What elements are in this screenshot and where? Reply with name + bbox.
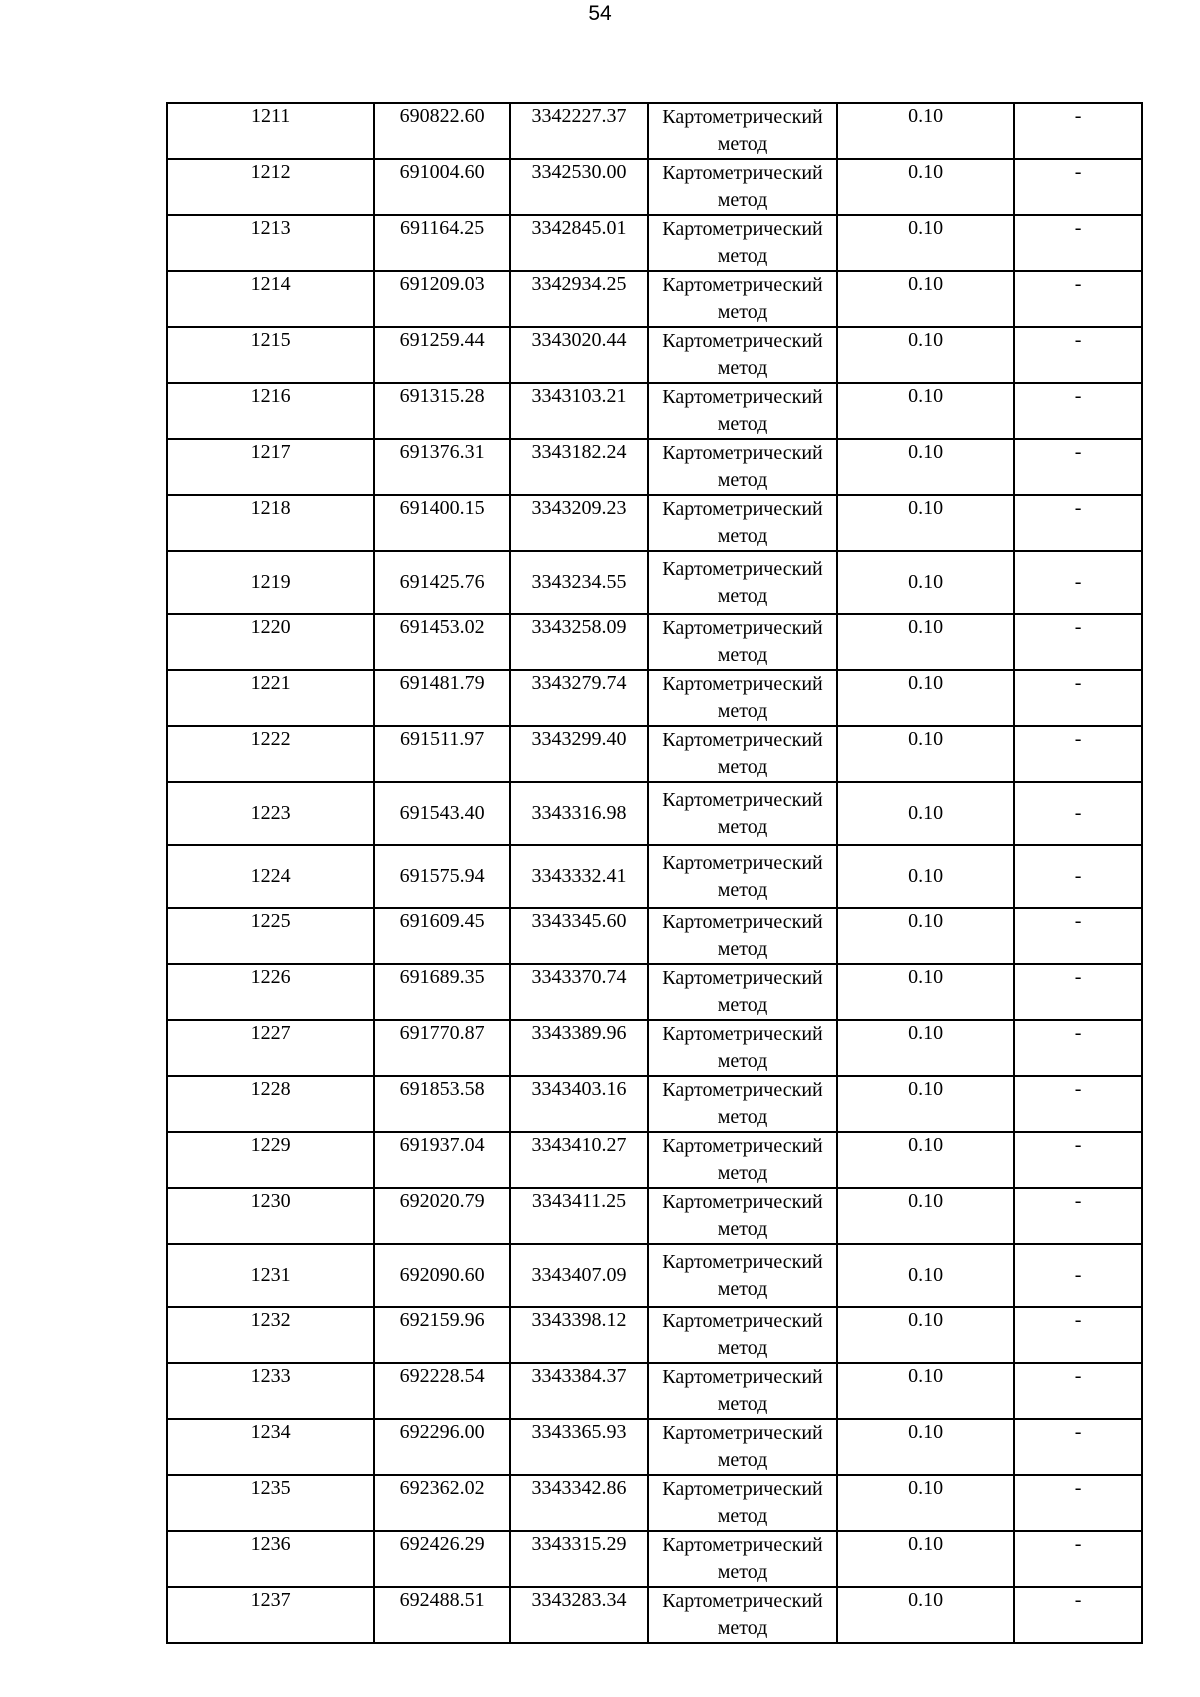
x-coordinate-cell: 691164.25	[374, 215, 510, 271]
point-cell: 1234	[167, 1419, 374, 1475]
precision-cell: 0.10	[837, 271, 1014, 327]
y-coordinate-cell: 3342530.00	[510, 159, 648, 215]
note-cell: -	[1014, 782, 1142, 845]
x-coordinate-cell: 692020.79	[374, 1188, 510, 1244]
table-row	[167, 1419, 1142, 1475]
method-cell: Картометрический метод	[648, 964, 837, 1020]
x-coordinate-cell: 691259.44	[374, 327, 510, 383]
precision-cell: 0.10	[837, 1188, 1014, 1244]
method-cell: Картометрический метод	[648, 1188, 837, 1244]
method-cell: Картометрический метод	[648, 845, 837, 908]
point-cell: 1221	[167, 670, 374, 726]
method-cell: Картометрический метод	[648, 1363, 837, 1419]
point-cell: 1225	[167, 908, 374, 964]
x-coordinate-cell: 692362.02	[374, 1475, 510, 1531]
coordinates-table	[166, 102, 1143, 1644]
precision-cell: 0.10	[837, 439, 1014, 495]
precision-cell: 0.10	[837, 670, 1014, 726]
x-coordinate-cell: 691400.15	[374, 495, 510, 551]
y-coordinate-cell: 3343182.24	[510, 439, 648, 495]
point-cell: 1231	[167, 1244, 374, 1307]
point-cell: 1227	[167, 1020, 374, 1076]
note-cell: -	[1014, 614, 1142, 670]
x-coordinate-cell: 691575.94	[374, 845, 510, 908]
note-cell: -	[1014, 327, 1142, 383]
y-coordinate-cell: 3343410.27	[510, 1132, 648, 1188]
table-row	[167, 1076, 1142, 1132]
y-coordinate-cell: 3342934.25	[510, 271, 648, 327]
x-coordinate-cell: 691609.45	[374, 908, 510, 964]
method-cell: Картометрический метод	[648, 726, 837, 782]
x-coordinate-cell: 691481.79	[374, 670, 510, 726]
table-row	[167, 964, 1142, 1020]
y-coordinate-cell: 3343365.93	[510, 1419, 648, 1475]
point-cell: 1219	[167, 551, 374, 614]
x-coordinate-cell: 690822.60	[374, 103, 510, 159]
y-coordinate-cell: 3342227.37	[510, 103, 648, 159]
x-coordinate-cell: 691511.97	[374, 726, 510, 782]
x-coordinate-cell: 691853.58	[374, 1076, 510, 1132]
precision-cell: 0.10	[837, 1587, 1014, 1643]
y-coordinate-cell: 3343258.09	[510, 614, 648, 670]
point-cell: 1218	[167, 495, 374, 551]
note-cell: -	[1014, 159, 1142, 215]
y-coordinate-cell: 3343103.21	[510, 383, 648, 439]
method-cell: Картометрический метод	[648, 782, 837, 845]
method-cell: Картометрический метод	[648, 439, 837, 495]
precision-cell: 0.10	[837, 1307, 1014, 1363]
table-row	[167, 1475, 1142, 1531]
precision-cell: 0.10	[837, 327, 1014, 383]
y-coordinate-cell: 3343234.55	[510, 551, 648, 614]
note-cell: -	[1014, 1363, 1142, 1419]
method-cell: Картометрический метод	[648, 1132, 837, 1188]
note-cell: -	[1014, 845, 1142, 908]
x-coordinate-cell: 691937.04	[374, 1132, 510, 1188]
precision-cell: 0.10	[837, 964, 1014, 1020]
x-coordinate-cell: 691209.03	[374, 271, 510, 327]
note-cell: -	[1014, 1531, 1142, 1587]
y-coordinate-cell: 3343403.16	[510, 1076, 648, 1132]
table-row	[167, 271, 1142, 327]
point-cell: 1212	[167, 159, 374, 215]
precision-cell: 0.10	[837, 1419, 1014, 1475]
method-cell: Картометрический метод	[648, 1076, 837, 1132]
method-cell: Картометрический метод	[648, 1307, 837, 1363]
method-cell: Картометрический метод	[648, 1475, 837, 1531]
note-cell: -	[1014, 1307, 1142, 1363]
table-row	[167, 439, 1142, 495]
note-cell: -	[1014, 1244, 1142, 1307]
precision-cell: 0.10	[837, 103, 1014, 159]
point-cell: 1233	[167, 1363, 374, 1419]
note-cell: -	[1014, 103, 1142, 159]
note-cell: -	[1014, 670, 1142, 726]
method-cell: Картометрический метод	[648, 1244, 837, 1307]
table-row	[167, 670, 1142, 726]
precision-cell: 0.10	[837, 215, 1014, 271]
point-cell: 1235	[167, 1475, 374, 1531]
point-cell: 1223	[167, 782, 374, 845]
precision-cell: 0.10	[837, 908, 1014, 964]
x-coordinate-cell: 691315.28	[374, 383, 510, 439]
y-coordinate-cell: 3343370.74	[510, 964, 648, 1020]
table-row	[167, 1307, 1142, 1363]
table-row	[167, 215, 1142, 271]
point-cell: 1216	[167, 383, 374, 439]
x-coordinate-cell: 692159.96	[374, 1307, 510, 1363]
x-coordinate-cell: 691543.40	[374, 782, 510, 845]
point-cell: 1213	[167, 215, 374, 271]
table-row	[167, 1132, 1142, 1188]
note-cell: -	[1014, 1475, 1142, 1531]
point-cell: 1226	[167, 964, 374, 1020]
table-row	[167, 1587, 1142, 1643]
method-cell: Картометрический метод	[648, 159, 837, 215]
y-coordinate-cell: 3343345.60	[510, 908, 648, 964]
y-coordinate-cell: 3342845.01	[510, 215, 648, 271]
method-cell: Картометрический метод	[648, 495, 837, 551]
precision-cell: 0.10	[837, 782, 1014, 845]
point-cell: 1217	[167, 439, 374, 495]
y-coordinate-cell: 3343020.44	[510, 327, 648, 383]
table-row	[167, 845, 1142, 908]
precision-cell: 0.10	[837, 383, 1014, 439]
precision-cell: 0.10	[837, 1475, 1014, 1531]
y-coordinate-cell: 3343407.09	[510, 1244, 648, 1307]
table-row	[167, 1363, 1142, 1419]
method-cell: Картометрический метод	[648, 614, 837, 670]
x-coordinate-cell: 692296.00	[374, 1419, 510, 1475]
note-cell: -	[1014, 726, 1142, 782]
method-cell: Картометрический метод	[648, 1419, 837, 1475]
y-coordinate-cell: 3343389.96	[510, 1020, 648, 1076]
note-cell: -	[1014, 1419, 1142, 1475]
precision-cell: 0.10	[837, 1076, 1014, 1132]
note-cell: -	[1014, 1020, 1142, 1076]
precision-cell: 0.10	[837, 1363, 1014, 1419]
method-cell: Картометрический метод	[648, 1531, 837, 1587]
table-row	[167, 495, 1142, 551]
x-coordinate-cell: 691689.35	[374, 964, 510, 1020]
method-cell: Картометрический метод	[648, 327, 837, 383]
point-cell: 1220	[167, 614, 374, 670]
method-cell: Картометрический метод	[648, 215, 837, 271]
precision-cell: 0.10	[837, 1132, 1014, 1188]
note-cell: -	[1014, 1132, 1142, 1188]
y-coordinate-cell: 3343342.86	[510, 1475, 648, 1531]
precision-cell: 0.10	[837, 159, 1014, 215]
precision-cell: 0.10	[837, 495, 1014, 551]
point-cell: 1211	[167, 103, 374, 159]
point-cell: 1236	[167, 1531, 374, 1587]
point-cell: 1232	[167, 1307, 374, 1363]
point-cell: 1215	[167, 327, 374, 383]
table-row	[167, 614, 1142, 670]
table-row	[167, 551, 1142, 614]
y-coordinate-cell: 3343299.40	[510, 726, 648, 782]
y-coordinate-cell: 3343398.12	[510, 1307, 648, 1363]
method-cell: Картометрический метод	[648, 271, 837, 327]
precision-cell: 0.10	[837, 1244, 1014, 1307]
x-coordinate-cell: 691453.02	[374, 614, 510, 670]
method-cell: Картометрический метод	[648, 1587, 837, 1643]
note-cell: -	[1014, 1587, 1142, 1643]
page-number: 54	[588, 2, 612, 25]
y-coordinate-cell: 3343411.25	[510, 1188, 648, 1244]
method-cell: Картометрический метод	[648, 1020, 837, 1076]
precision-cell: 0.10	[837, 551, 1014, 614]
precision-cell: 0.10	[837, 614, 1014, 670]
table-row	[167, 327, 1142, 383]
table-row	[167, 1188, 1142, 1244]
table-row	[167, 159, 1142, 215]
x-coordinate-cell: 692426.29	[374, 1531, 510, 1587]
x-coordinate-cell: 691004.60	[374, 159, 510, 215]
point-cell: 1237	[167, 1587, 374, 1643]
x-coordinate-cell: 691770.87	[374, 1020, 510, 1076]
point-cell: 1228	[167, 1076, 374, 1132]
point-cell: 1224	[167, 845, 374, 908]
note-cell: -	[1014, 439, 1142, 495]
table-row	[167, 383, 1142, 439]
point-cell: 1229	[167, 1132, 374, 1188]
table-row	[167, 1020, 1142, 1076]
note-cell: -	[1014, 495, 1142, 551]
method-cell: Картометрический метод	[648, 908, 837, 964]
point-cell: 1222	[167, 726, 374, 782]
note-cell: -	[1014, 908, 1142, 964]
table-row	[167, 1531, 1142, 1587]
table-row	[167, 908, 1142, 964]
y-coordinate-cell: 3343283.34	[510, 1587, 648, 1643]
y-coordinate-cell: 3343209.23	[510, 495, 648, 551]
y-coordinate-cell: 3343279.74	[510, 670, 648, 726]
y-coordinate-cell: 3343316.98	[510, 782, 648, 845]
x-coordinate-cell: 692090.60	[374, 1244, 510, 1307]
x-coordinate-cell: 692228.54	[374, 1363, 510, 1419]
precision-cell: 0.10	[837, 845, 1014, 908]
point-cell: 1214	[167, 271, 374, 327]
note-cell: -	[1014, 271, 1142, 327]
method-cell: Картометрический метод	[648, 670, 837, 726]
coordinates-table-body	[167, 103, 1142, 1643]
precision-cell: 0.10	[837, 1531, 1014, 1587]
precision-cell: 0.10	[837, 726, 1014, 782]
y-coordinate-cell: 3343332.41	[510, 845, 648, 908]
method-cell: Картометрический метод	[648, 103, 837, 159]
table-row	[167, 103, 1142, 159]
note-cell: -	[1014, 215, 1142, 271]
x-coordinate-cell: 691376.31	[374, 439, 510, 495]
y-coordinate-cell: 3343315.29	[510, 1531, 648, 1587]
note-cell: -	[1014, 551, 1142, 614]
table-row	[167, 726, 1142, 782]
table-row	[167, 1244, 1142, 1307]
note-cell: -	[1014, 1188, 1142, 1244]
point-cell: 1230	[167, 1188, 374, 1244]
note-cell: -	[1014, 964, 1142, 1020]
note-cell: -	[1014, 1076, 1142, 1132]
table-row	[167, 782, 1142, 845]
note-cell: -	[1014, 383, 1142, 439]
x-coordinate-cell: 691425.76	[374, 551, 510, 614]
x-coordinate-cell: 692488.51	[374, 1587, 510, 1643]
precision-cell: 0.10	[837, 1020, 1014, 1076]
method-cell: Картометрический метод	[648, 551, 837, 614]
y-coordinate-cell: 3343384.37	[510, 1363, 648, 1419]
method-cell: Картометрический метод	[648, 383, 837, 439]
